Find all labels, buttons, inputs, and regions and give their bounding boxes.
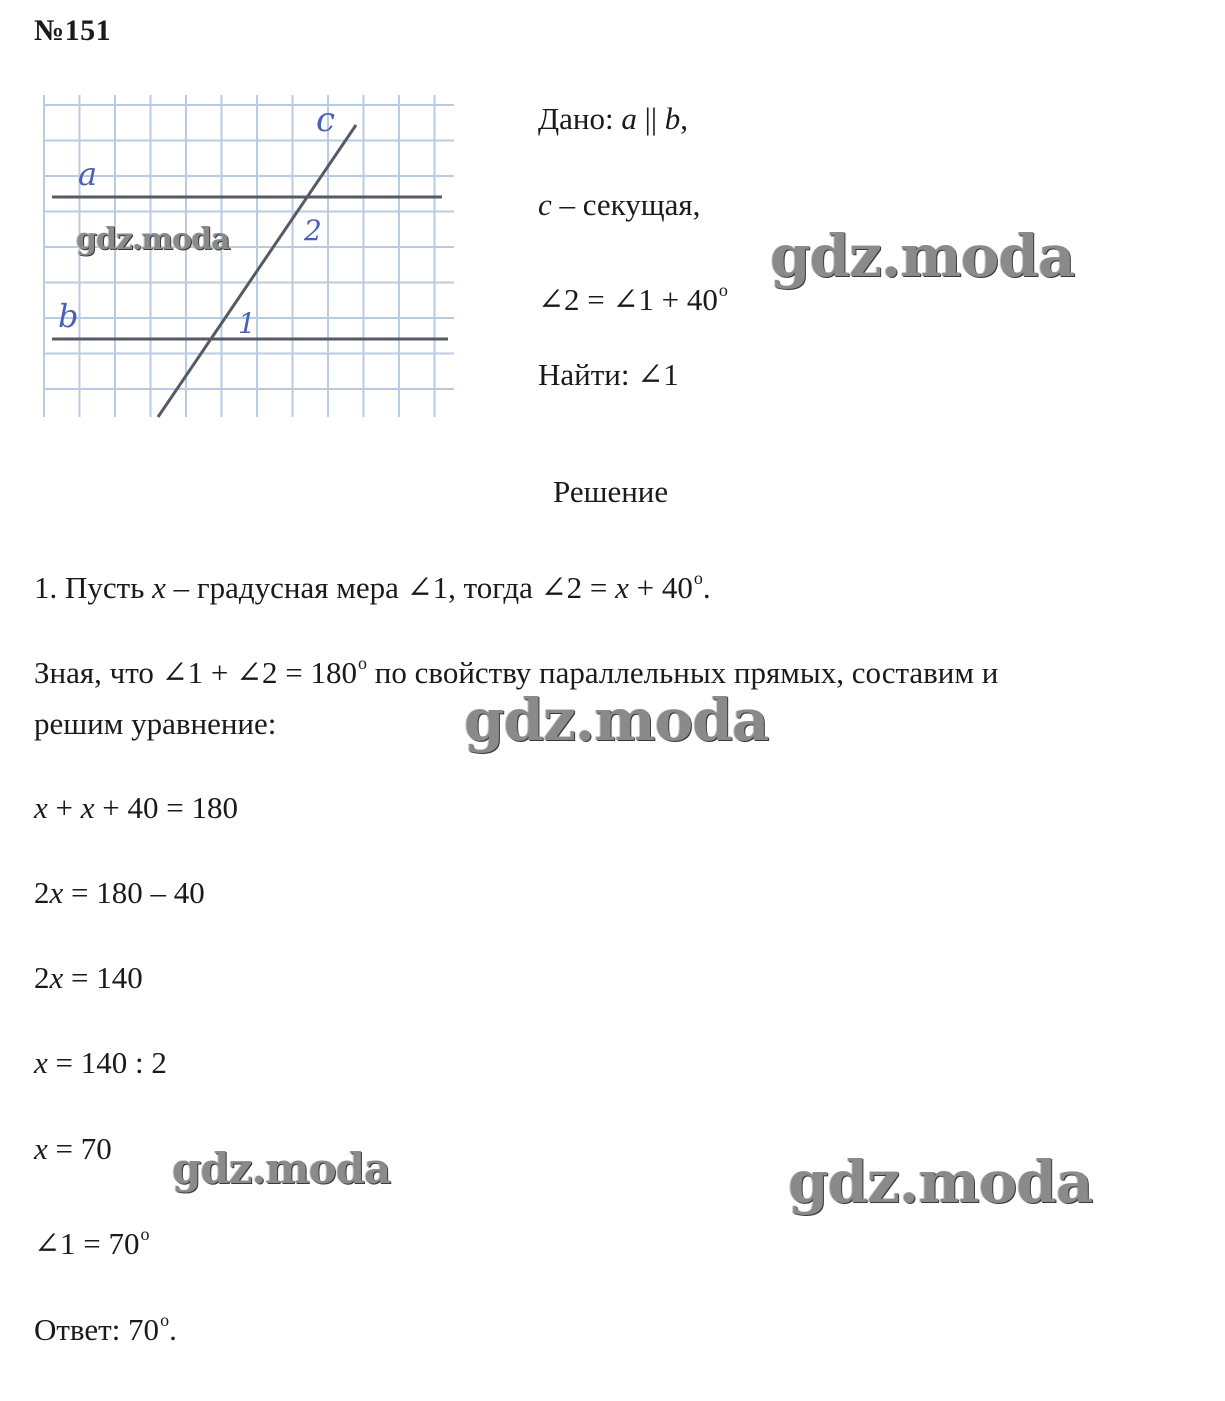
given-line-2: c – секущая,: [538, 187, 701, 222]
answer: Ответ: $70^о$.: [34, 1310, 177, 1347]
label-angle-2: 2: [304, 214, 322, 247]
given-line-3: ∠2 = ∠1 + $40^о$: [538, 280, 728, 317]
watermark-bottom-left: gdz.moda: [172, 1144, 391, 1193]
watermark-figure: gdz.moda: [76, 222, 230, 257]
watermark-middle: gdz.moda: [464, 686, 769, 754]
label-angle-1: 1: [238, 307, 256, 340]
equation-1: x + x + 40 = 180: [34, 790, 238, 825]
label-a: a: [78, 155, 98, 193]
watermark-bottom-right: gdz.moda: [788, 1148, 1093, 1216]
solution-step-2: Зная, что ∠1 + ∠2 = $180^о$ по свойству параллельных прямых, составим и: [34, 653, 999, 690]
geometry-figure: [34, 95, 464, 425]
label-b: b: [58, 297, 79, 335]
solution-title: Решение: [553, 474, 669, 509]
given-find: Найти: ∠1: [538, 357, 679, 392]
problem-number: №151: [34, 14, 112, 47]
equation-3: 2x = 140: [34, 960, 143, 995]
watermark-top-right: gdz.moda: [770, 222, 1075, 290]
solution-step-1: 1. Пусть x – градусная мера ∠1, тогда ∠2 = $x + 40^о$.: [34, 568, 711, 605]
equation-5: x = 70: [34, 1131, 112, 1166]
equation-4: x = 140 : 2: [34, 1045, 167, 1080]
label-c: c: [316, 100, 336, 140]
equation-2: 2x = 180 – 40: [34, 875, 205, 910]
equation-6: ∠1 = $70^о$: [34, 1224, 150, 1261]
given-line-1: Дано: a || b,: [538, 101, 689, 136]
solution-step-3: решим уравнение:: [34, 706, 277, 741]
